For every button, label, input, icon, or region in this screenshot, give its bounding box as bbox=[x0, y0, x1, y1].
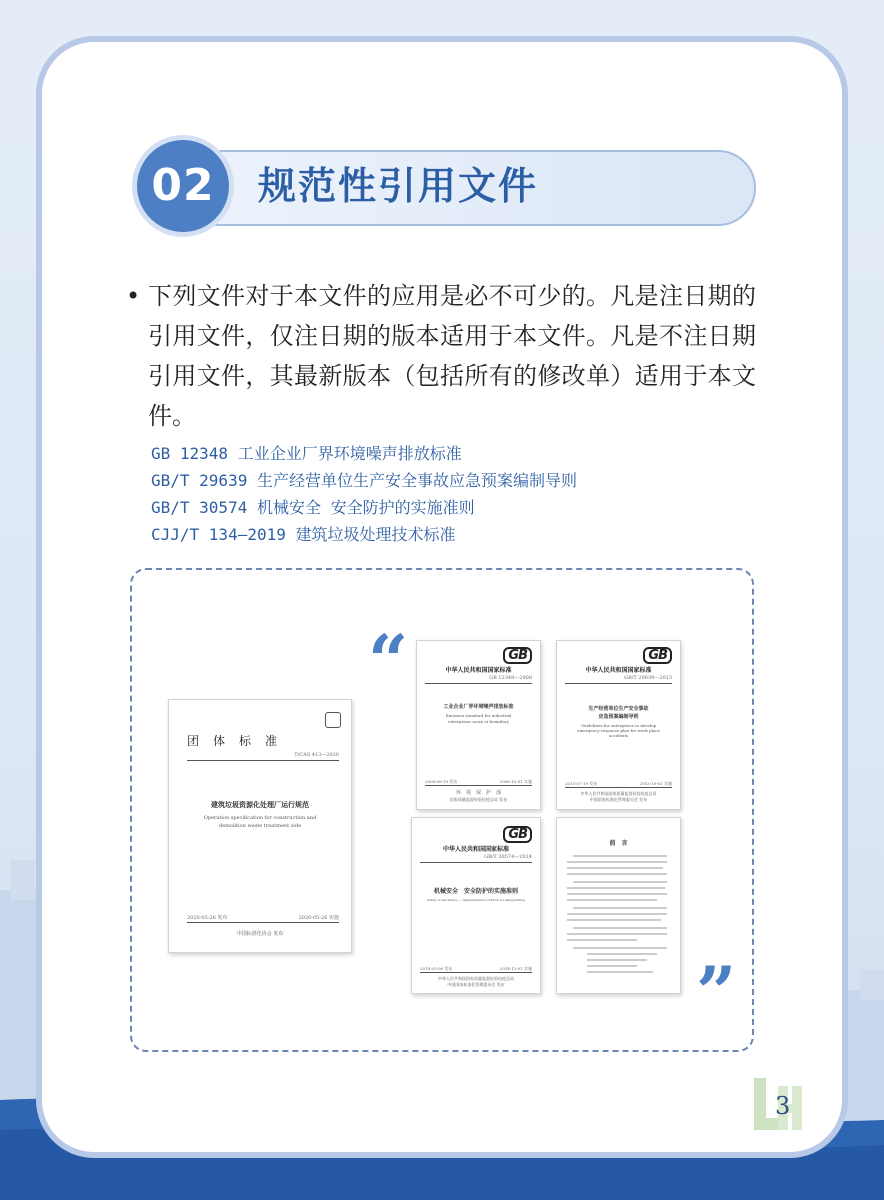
doc-effect-date: 2008-10-01 实施 bbox=[499, 779, 532, 784]
doc-code: GB 12348—2008 bbox=[489, 675, 532, 681]
doc-header: 中华人民共和国国家标准 bbox=[445, 667, 512, 674]
divider bbox=[565, 683, 672, 684]
doc-code: GB/T 30574—2014 bbox=[484, 854, 532, 860]
document-tuanti-standard bbox=[168, 699, 352, 953]
reference-list bbox=[151, 440, 771, 548]
doc-code: T/CAS 413—2020 bbox=[294, 752, 339, 758]
section-title: 规范性引用文件 bbox=[258, 164, 539, 208]
doc-title-line2: 应急预案编制导则 bbox=[598, 714, 639, 720]
divider bbox=[420, 972, 532, 973]
close-quote-icon: ” bbox=[696, 951, 737, 1034]
divider bbox=[420, 862, 532, 863]
doc-publisher-top: 中华人民共和国国家质量监督检验检疫总局 bbox=[438, 976, 514, 981]
divider bbox=[425, 785, 532, 786]
document-gbt-30574 bbox=[411, 817, 541, 994]
doc-code: GB/T 29639—2013 bbox=[624, 675, 672, 681]
document-gb-12348 bbox=[416, 640, 541, 810]
doc-subtitle: Guidelines for enterprises to develop emergency response plan for work place accidents bbox=[577, 723, 660, 738]
gb-logo-icon: GB bbox=[503, 647, 532, 664]
doc-effect-date: 2020-05-26 实施 bbox=[298, 915, 339, 921]
divider bbox=[187, 922, 339, 923]
intro-paragraph bbox=[126, 276, 756, 436]
reference-item: GB 12348 工业企业厂界环境噪声排放标准 bbox=[151, 444, 462, 463]
doc-issue-date: 2008-08-19 发布 bbox=[425, 779, 458, 784]
page-number: 3 bbox=[775, 1092, 791, 1120]
doc-title: 建筑垃圾资源化处理厂运行规范 bbox=[211, 800, 309, 809]
doc-publisher-top: 环 境 保 护 部 bbox=[455, 790, 501, 796]
doc-header: 团 体 标 准 bbox=[187, 734, 279, 748]
divider bbox=[187, 760, 339, 761]
gb-logo-icon: GB bbox=[503, 826, 532, 843]
reference-item: GB/T 30574 机械安全 安全防护的实施准则 bbox=[151, 498, 475, 517]
doc-issue-date: 2014-05-06 发布 bbox=[420, 966, 453, 971]
bullet-icon: • bbox=[126, 282, 141, 310]
doc-header: 中华人民共和国国家标准 bbox=[442, 846, 509, 853]
document-preface-page bbox=[556, 817, 681, 994]
document-gbt-29639 bbox=[556, 640, 681, 810]
intro-text: 下列文件对于本文件的应用是必不可少的。凡是注日期的引用文件，仅注日期的版本适用于本文件。凡是不注日期引用文件，其最新版本（包括所有的修改单）适用于本文件。 bbox=[148, 282, 756, 430]
doc-preface-title: 前 言 bbox=[609, 840, 628, 847]
doc-issue-date: 2020-05-26 发布 bbox=[187, 915, 228, 921]
doc-publisher-bottom: 国家质量监督检验检疫总局 发布 bbox=[449, 797, 508, 802]
doc-subtitle: Emission standard for industrial enterprises noise at boundary bbox=[445, 713, 512, 724]
doc-title-line1: 生产经营单位生产安全事故 bbox=[588, 706, 649, 712]
doc-effect-date: 2014-12-01 实施 bbox=[499, 966, 532, 971]
doc-publisher-bottom: 中国国家标准化管理委员会 发布 bbox=[447, 982, 505, 987]
reference-item: CJJ/T 134—2019 建筑垃圾处理技术标准 bbox=[151, 525, 456, 544]
doc-subtitle: Safety of machinery — Implementation criteria for safeguarding bbox=[426, 898, 525, 902]
open-quote-icon: “ bbox=[368, 619, 409, 702]
doc-effect-date: 2013-10-01 实施 bbox=[639, 781, 672, 786]
doc-issue-date: 2013-07-19 发布 bbox=[565, 781, 598, 786]
doc-publisher-top: 中华人民共和国国家质量监督检验检疫总局 bbox=[580, 791, 657, 796]
section-number: 02 bbox=[137, 140, 229, 232]
doc-title: 工业企业厂界环境噪声排放标准 bbox=[443, 704, 514, 710]
reference-item: GB/T 29639 生产经营单位生产安全事故应急预案编制导则 bbox=[151, 471, 577, 490]
doc-publisher-bottom: 中国国家标准化管理委员会 发布 bbox=[589, 797, 648, 802]
divider bbox=[565, 787, 672, 788]
doc-subtitle: Operation specification for construction and demolition waste treatment side bbox=[203, 815, 317, 829]
cas-logo-icon bbox=[325, 712, 341, 728]
divider bbox=[425, 683, 532, 684]
doc-publisher: 中国标准化协会 发布 bbox=[236, 931, 284, 937]
gb-logo-icon: GB bbox=[643, 647, 672, 664]
preface-text-lines bbox=[567, 852, 670, 982]
doc-title: 机械安全 安全防护的实施准则 bbox=[433, 888, 518, 895]
doc-header: 中华人民共和国国家标准 bbox=[585, 667, 652, 674]
